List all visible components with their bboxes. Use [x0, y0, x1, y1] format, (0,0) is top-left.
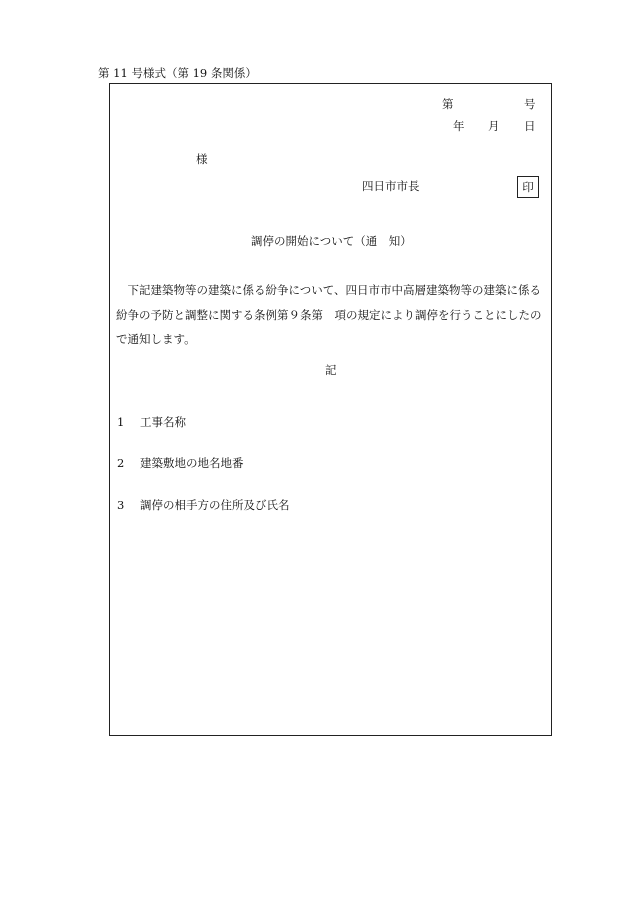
- seal-box: 印: [517, 176, 539, 198]
- body-paragraph: [116, 278, 548, 352]
- item-counterparty: 調停の相手方の住所及び氏名: [140, 498, 290, 512]
- form-frame: [109, 83, 552, 736]
- sender-name: 四日市市長: [362, 179, 420, 193]
- item-number: 2: [117, 456, 125, 470]
- item-construction-name: 工事名称: [140, 415, 186, 429]
- body-text: 下記建築物等の建築に係る紛争について、四日市市中高層建築物等の建築に係る紛争の予防と調整に関する条例第９条第 項の規定により調停を行うことにしたので通知します。: [116, 283, 542, 346]
- ki-heading: 記: [325, 363, 337, 377]
- date-year-label: 年: [453, 119, 465, 133]
- date-month-label: 月: [488, 119, 500, 133]
- recipient-honorific: 様: [196, 152, 208, 166]
- date-day-label: 日: [524, 119, 536, 133]
- item-number: 1: [117, 415, 125, 429]
- item-number: 3: [117, 498, 125, 512]
- document-number-prefix: 第: [442, 97, 454, 111]
- document-title: 調停の開始について（通 知）: [251, 234, 412, 248]
- item-site-address: 建築敷地の地名地番: [140, 456, 244, 470]
- document-number-suffix: 号: [524, 97, 536, 111]
- body-indent: [116, 283, 128, 297]
- form-label: 第 11 号様式（第 19 条関係）: [98, 66, 257, 80]
